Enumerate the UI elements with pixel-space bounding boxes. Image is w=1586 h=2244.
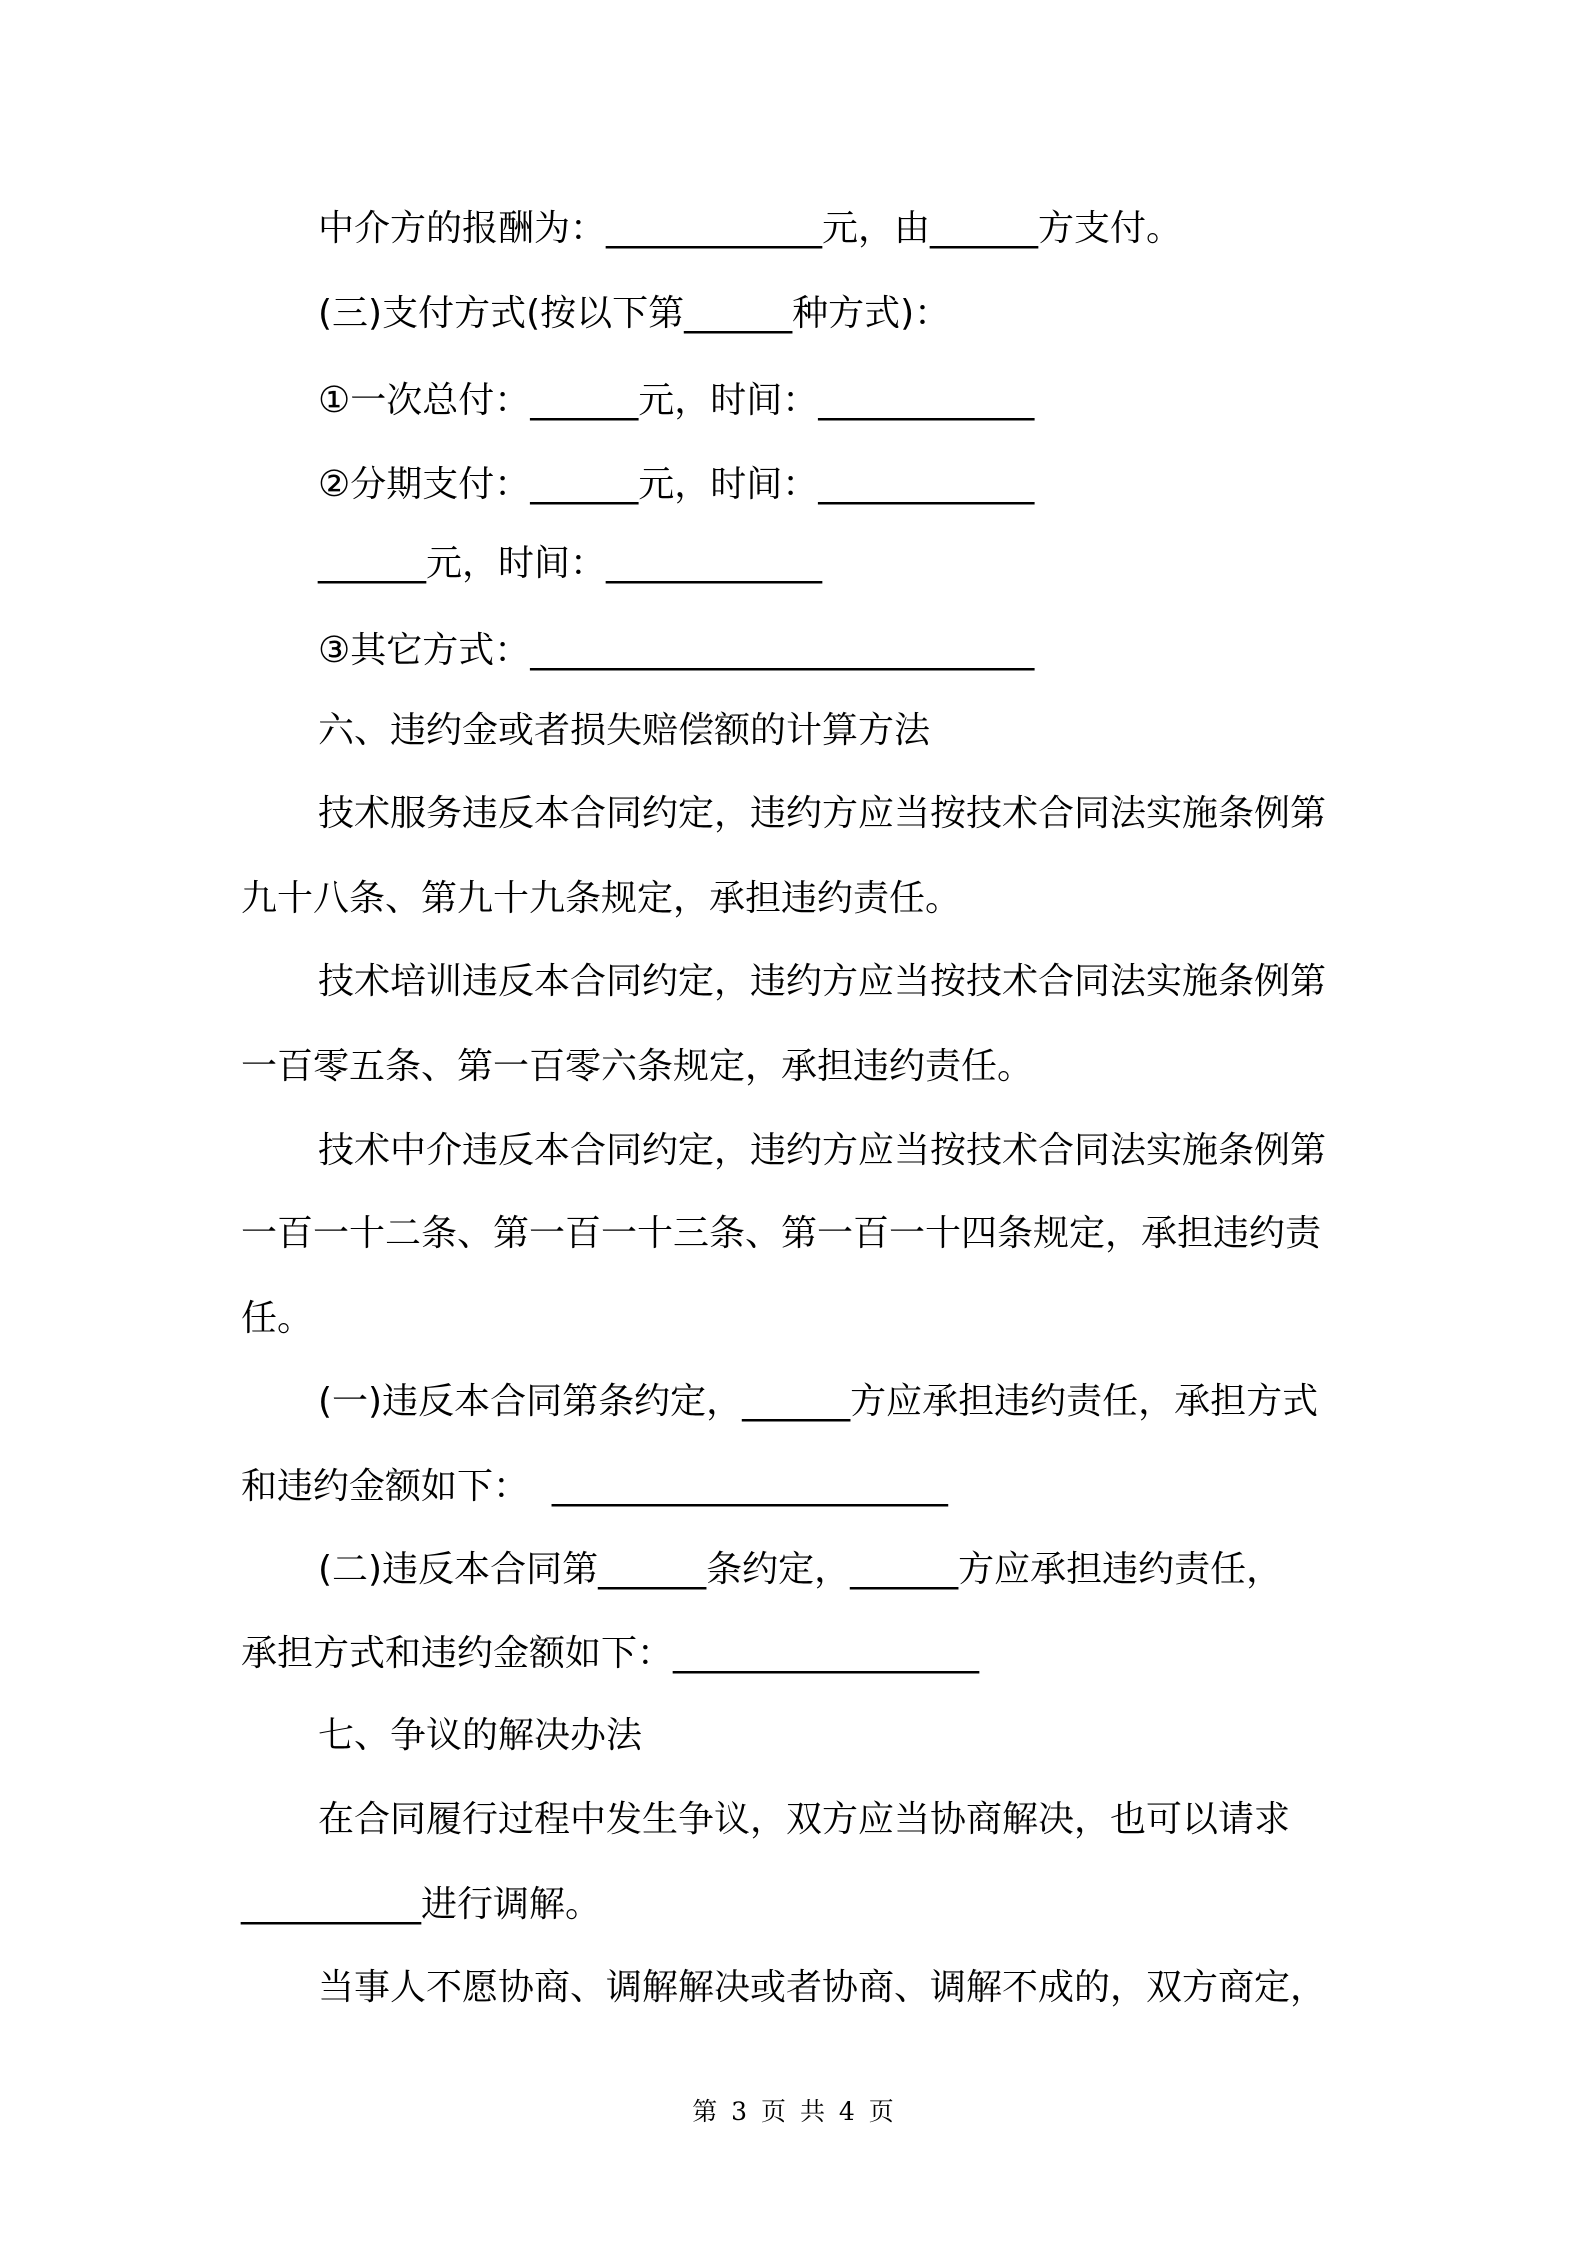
text-line: 技术服务违反本合同约定，违约方应当按技术合同法实施条例第 <box>318 793 1327 834</box>
section-heading: 七、争议的解决办法 <box>318 1715 643 1756</box>
text-line: 任。 <box>241 1298 314 1339</box>
text-line: 技术培训违反本合同约定，违约方应当按技术合同法实施条例第 <box>318 961 1327 1002</box>
text-line: 九十八条、第九十九条规定，承担违约责任。 <box>241 878 962 919</box>
text-line: (三)支付方式(按以下第______种方式)： <box>318 293 951 334</box>
text-line: 和违约金额如下： ______________________ <box>241 1466 948 1507</box>
text-line: ①一次总付：______元，时间：____________ <box>318 380 1035 421</box>
text-line: ______元，时间：____________ <box>318 543 823 584</box>
text-line: ③其它方式：____________________________ <box>318 630 1035 671</box>
text-line: (二)违反本合同第______条约定，______方应承担违约责任， <box>318 1549 1283 1590</box>
section-heading: 六、违约金或者损失赔偿额的计算方法 <box>318 710 931 751</box>
text-line: (一)违反本合同第条约定，______方应承担违约责任，承担方式 <box>318 1381 1319 1422</box>
text-line: __________进行调解。 <box>241 1884 602 1925</box>
text-line: 中介方的报酬为：____________元，由______方支付。 <box>318 208 1183 249</box>
text-line: 一百一十二条、第一百一十三条、第一百一十四条规定，承担违约责 <box>241 1213 1322 1254</box>
text-line: 在合同履行过程中发生争议，双方应当协商解决，也可以请求 <box>318 1799 1291 1840</box>
text-line: 当事人不愿协商、调解解决或者协商、调解不成的，双方商定， <box>318 1967 1327 2008</box>
text-line: 承担方式和违约金额如下：_________________ <box>241 1633 980 1674</box>
text-line: ②分期支付：______元，时间：____________ <box>318 464 1035 505</box>
text-line: 一百零五条、第一百零六条规定，承担违约责任。 <box>241 1046 1034 1087</box>
page-footer: 第 3 页 共 4 页 <box>692 2097 894 2126</box>
text-line: 技术中介违反本合同约定，违约方应当按技术合同法实施条例第 <box>318 1130 1327 1171</box>
